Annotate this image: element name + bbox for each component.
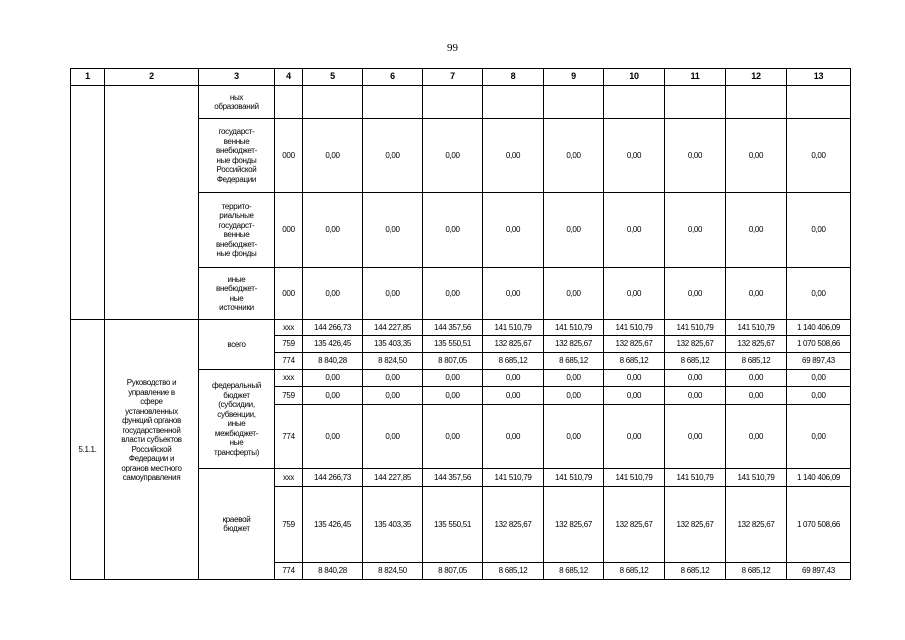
value-cell: 0,00 (363, 370, 423, 387)
col-header: 4 (275, 69, 303, 86)
value-cell: 0,00 (483, 119, 544, 193)
value-cell: 0,00 (726, 405, 787, 469)
value-cell: 141 510,79 (544, 320, 604, 336)
value-cell: 1 140 406,09 (787, 469, 851, 487)
value-cell: 0,00 (544, 405, 604, 469)
code-cell: 774 (275, 405, 303, 469)
code-cell: 000 (275, 193, 303, 268)
value-cell (363, 86, 423, 119)
value-cell: 135 426,45 (303, 336, 363, 353)
value-cell: 0,00 (423, 268, 483, 320)
code-cell: 759 (275, 487, 303, 563)
value-cell: 0,00 (726, 268, 787, 320)
value-cell: 8 685,12 (483, 353, 544, 370)
value-cell: 1 070 508,66 (787, 336, 851, 353)
header-row (71, 69, 851, 86)
value-cell: 132 825,67 (665, 487, 726, 563)
value-cell: 0,00 (544, 193, 604, 268)
col-header: 13 (787, 69, 851, 86)
value-cell: 8 685,12 (665, 353, 726, 370)
value-cell: 0,00 (544, 387, 604, 405)
value-cell: 8 840,28 (303, 563, 363, 580)
value-cell: 0,00 (303, 370, 363, 387)
value-cell: 0,00 (787, 405, 851, 469)
value-cell: 0,00 (544, 370, 604, 387)
source-cell: террито- риальные государст- венные внебюджет- ные фонды (199, 193, 275, 268)
value-cell: 8 840,28 (303, 353, 363, 370)
value-cell: 0,00 (665, 193, 726, 268)
code-cell: 759 (275, 336, 303, 353)
value-cell: 135 403,35 (363, 336, 423, 353)
value-cell: 0,00 (363, 193, 423, 268)
value-cell: 0,00 (483, 387, 544, 405)
value-cell: 0,00 (604, 370, 665, 387)
value-cell: 132 825,67 (726, 336, 787, 353)
value-cell: 0,00 (303, 193, 363, 268)
col-header: 11 (665, 69, 726, 86)
value-cell: 135 426,45 (303, 487, 363, 563)
budget-table (70, 68, 851, 580)
value-cell: 141 510,79 (726, 469, 787, 487)
value-cell: 0,00 (665, 405, 726, 469)
value-cell: 132 825,67 (726, 487, 787, 563)
value-cell (423, 86, 483, 119)
value-cell: 0,00 (604, 193, 665, 268)
value-cell: 141 510,79 (604, 320, 665, 336)
value-cell: 0,00 (423, 387, 483, 405)
value-cell: 144 227,85 (363, 469, 423, 487)
value-cell: 0,00 (303, 405, 363, 469)
value-cell: 0,00 (604, 268, 665, 320)
col-header: 12 (726, 69, 787, 86)
value-cell: 0,00 (665, 268, 726, 320)
col-header: 5 (303, 69, 363, 86)
value-cell: 0,00 (665, 119, 726, 193)
value-cell: 0,00 (483, 193, 544, 268)
source-cell: иные внебюджет- ные источники (199, 268, 275, 320)
code-cell (275, 86, 303, 119)
value-cell: 8 807,05 (423, 563, 483, 580)
col-header: 10 (604, 69, 665, 86)
page-number: 99 (447, 42, 458, 54)
value-cell (544, 86, 604, 119)
col-header: 1 (71, 69, 105, 86)
value-cell: 132 825,67 (483, 487, 544, 563)
value-cell: 1 140 406,09 (787, 320, 851, 336)
value-cell (483, 86, 544, 119)
col-header: 3 (199, 69, 275, 86)
value-cell: 132 825,67 (544, 336, 604, 353)
value-cell: 0,00 (726, 387, 787, 405)
value-cell: 8 685,12 (544, 563, 604, 580)
value-cell: 135 550,51 (423, 487, 483, 563)
value-cell: 135 550,51 (423, 336, 483, 353)
source-cell: всего (199, 320, 275, 370)
value-cell: 0,00 (726, 370, 787, 387)
code-cell: ххх (275, 469, 303, 487)
source-cell: ных образований (199, 86, 275, 119)
code-cell: 000 (275, 268, 303, 320)
value-cell: 141 510,79 (483, 469, 544, 487)
value-cell: 8 685,12 (726, 563, 787, 580)
value-cell: 0,00 (303, 119, 363, 193)
value-cell (604, 86, 665, 119)
value-cell: 144 227,85 (363, 320, 423, 336)
value-cell: 141 510,79 (726, 320, 787, 336)
value-cell (726, 86, 787, 119)
value-cell: 0,00 (604, 119, 665, 193)
code-cell: 759 (275, 387, 303, 405)
value-cell: 141 510,79 (544, 469, 604, 487)
source-cell: государст- венные внебюджет- ные фонды Российской Федерации (199, 119, 275, 193)
value-cell: 132 825,67 (544, 487, 604, 563)
value-cell: 144 266,73 (303, 320, 363, 336)
item-description: Руководство и управление в сфере установленных функций органов государственной власти субъектов Российской Федерации и органов местного самоуправления (105, 320, 199, 580)
value-cell: 8 824,50 (363, 563, 423, 580)
value-cell: 8 685,12 (604, 353, 665, 370)
col-header: 9 (544, 69, 604, 86)
item-number-cell (71, 86, 105, 320)
value-cell: 0,00 (787, 268, 851, 320)
value-cell: 0,00 (423, 370, 483, 387)
value-cell (665, 86, 726, 119)
code-cell: 774 (275, 353, 303, 370)
value-cell: 8 685,12 (483, 563, 544, 580)
value-cell: 0,00 (423, 405, 483, 469)
value-cell: 0,00 (303, 268, 363, 320)
value-cell: 0,00 (665, 387, 726, 405)
value-cell: 132 825,67 (665, 336, 726, 353)
col-header: 2 (105, 69, 199, 86)
value-cell: 132 825,67 (483, 336, 544, 353)
value-cell: 0,00 (726, 193, 787, 268)
value-cell: 0,00 (787, 387, 851, 405)
value-cell: 135 403,35 (363, 487, 423, 563)
value-cell: 141 510,79 (483, 320, 544, 336)
value-cell: 0,00 (787, 193, 851, 268)
col-header: 7 (423, 69, 483, 86)
item-description-cell (105, 86, 199, 320)
value-cell: 0,00 (483, 405, 544, 469)
value-cell: 0,00 (363, 268, 423, 320)
value-cell: 0,00 (604, 387, 665, 405)
value-cell: 132 825,67 (604, 487, 665, 563)
value-cell: 141 510,79 (665, 469, 726, 487)
value-cell: 8 685,12 (544, 353, 604, 370)
code-cell: 774 (275, 563, 303, 580)
source-cell: федеральный бюджет (субсидии, субвенции, иные межбюджет- ные трансферты) (199, 370, 275, 469)
value-cell: 144 266,73 (303, 469, 363, 487)
value-cell: 69 897,43 (787, 353, 851, 370)
value-cell: 0,00 (483, 370, 544, 387)
value-cell: 0,00 (423, 193, 483, 268)
code-cell: 000 (275, 119, 303, 193)
item-number: 5.1.1. (71, 320, 105, 580)
value-cell: 0,00 (544, 268, 604, 320)
value-cell: 8 685,12 (604, 563, 665, 580)
value-cell: 0,00 (604, 405, 665, 469)
col-header: 6 (363, 69, 423, 86)
table-row (71, 320, 851, 336)
code-cell: ххх (275, 320, 303, 336)
value-cell: 0,00 (423, 119, 483, 193)
code-cell: ххх (275, 370, 303, 387)
value-cell: 0,00 (665, 370, 726, 387)
value-cell: 69 897,43 (787, 563, 851, 580)
value-cell (303, 86, 363, 119)
table-row (71, 86, 851, 119)
value-cell: 144 357,56 (423, 320, 483, 336)
source-cell: краевой бюджет (199, 469, 275, 580)
col-header: 8 (483, 69, 544, 86)
value-cell: 1 070 508,66 (787, 487, 851, 563)
value-cell: 0,00 (726, 119, 787, 193)
value-cell: 8 824,50 (363, 353, 423, 370)
value-cell: 8 685,12 (726, 353, 787, 370)
value-cell: 141 510,79 (665, 320, 726, 336)
value-cell: 0,00 (483, 268, 544, 320)
value-cell: 8 685,12 (665, 563, 726, 580)
value-cell: 0,00 (787, 370, 851, 387)
value-cell: 141 510,79 (604, 469, 665, 487)
value-cell: 132 825,67 (604, 336, 665, 353)
value-cell: 0,00 (303, 387, 363, 405)
value-cell: 0,00 (363, 119, 423, 193)
value-cell: 0,00 (363, 405, 423, 469)
value-cell: 0,00 (787, 119, 851, 193)
value-cell: 0,00 (363, 387, 423, 405)
value-cell: 0,00 (544, 119, 604, 193)
value-cell: 8 807,05 (423, 353, 483, 370)
value-cell (787, 86, 851, 119)
value-cell: 144 357,56 (423, 469, 483, 487)
